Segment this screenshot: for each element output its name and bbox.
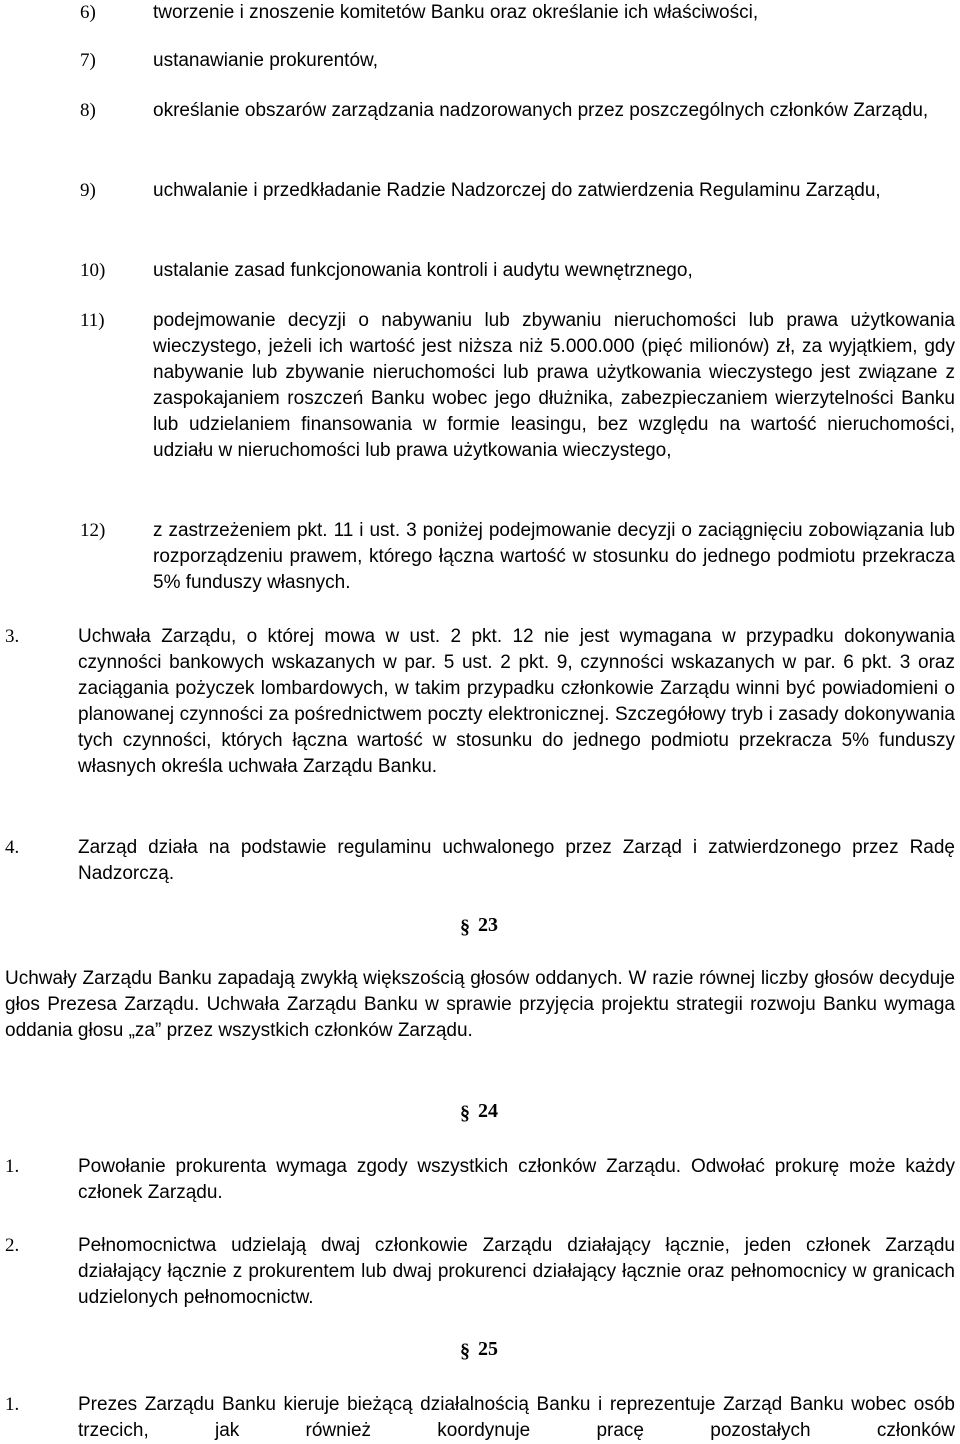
list-item xyxy=(80,518,955,596)
list-item-number: 1. xyxy=(5,1394,20,1415)
section-number: 24 xyxy=(478,1100,498,1122)
list-item-text: Uchwała Zarządu, o której mowa w ust. 2 pkt. 12 nie jest wymagana w przypadku dokonywania czynności bankowych wskazanych w par. 5 ust. 2 pkt. 9, czynności wskazanych w par. 6 pkt. 3 oraz zaciągania pożyczek lombardowych, w takim przypadku członkowie Zarządu winni być powiadomieni o planowanej czynności za pośrednictwem poczty elektronicznej. Szczegółowy tryb i zasady dokonywania tych czynności, których łączna wartość w stosunku do jednego podmiotu przekracza 5% funduszy własnych określa uchwała Zarządu Banku. xyxy=(78,626,955,777)
list-item-number: 9) xyxy=(80,180,96,201)
section-sign: § xyxy=(460,1102,470,1124)
list-item xyxy=(80,178,955,230)
section-heading xyxy=(0,1336,960,1366)
list-item-text: z zastrzeżeniem pkt. 11 i ust. 3 poniżej podejmowanie decyzji o zaciągnięciu zobowiązania lub rozporządzeniu prawem, którego łączna wartość w stosunku do jednego podmiotu przekracza 5% funduszy własnych. xyxy=(153,520,955,593)
list-item-number: 11) xyxy=(80,310,105,331)
section-sign: § xyxy=(460,916,470,938)
list-item-number: 4. xyxy=(5,837,20,858)
list-item-number: 2. xyxy=(5,1235,20,1256)
list-item-text: ustalanie zasad funkcjonowania kontroli i audytu wewnętrznego, xyxy=(153,260,693,281)
list-item xyxy=(80,48,955,74)
list-item xyxy=(5,835,955,887)
list-item-text: uchwalanie i przedkładanie Radzie Nadzorczej do zatwierdzenia Regulaminu Zarządu, xyxy=(153,180,881,201)
section-heading xyxy=(0,1098,960,1128)
list-item-text: Prezes Zarządu Banku kieruje bieżącą działalnością Banku i reprezentuje Zarząd Banku wobec osób trzecich, jak również koordynuje pracę pozostałych członków xyxy=(78,1394,955,1441)
list-item xyxy=(5,1233,955,1311)
list-item-text: podejmowanie decyzji o nabywaniu lub zbywaniu nieruchomości lub prawa użytkowania wieczystego, jeżeli ich wartość jest niższa niż 5.000.000 (pięć milionów) zł, za wyjątkiem, gdy nabywanie lub zbywanie nieruchomości lub prawa użytkowania wieczystego jest związane z zaspokajaniem roszczeń Banku wobec jego dłużnika, zabezpieczaniem wierzytelności Banku lub udzielaniem finansowania w formie leasingu, bez względu na wartość nieruchomości, udziału w nieruchomości lub prawa użytkowania wieczystego, xyxy=(153,310,955,461)
list-item xyxy=(80,0,955,26)
list-item-text: określanie obszarów zarządzania nadzorowanych przez poszczególnych członków Zarządu, xyxy=(153,100,929,121)
list-item-number: 8) xyxy=(80,100,96,121)
list-item-number: 10) xyxy=(80,260,106,281)
list-item xyxy=(80,258,955,284)
list-item xyxy=(5,1392,955,1444)
list-item-text: Powołanie prokurenta wymaga zgody wszystkich członków Zarządu. Odwołać prokurę może każdy członek Zarządu. xyxy=(78,1156,955,1203)
list-item-number: 7) xyxy=(80,50,96,71)
list-item-number: 1. xyxy=(5,1156,20,1177)
list-item-text: Pełnomocnictwa udzielają dwaj członkowie Zarządu działający łącznie, jeden członek Zarządu działający łącznie z prokurentem lub dwaj prokurenci działający łącznie oraz pełnomocnicy w granicach udzielonych pełnomocnictw. xyxy=(78,1235,955,1308)
list-item xyxy=(5,624,955,806)
section-heading xyxy=(0,912,960,942)
list-item-number: 3. xyxy=(5,626,20,647)
list-item-number: 6) xyxy=(80,2,96,23)
list-item-text: Zarząd działa na podstawie regulaminu uchwalonego przez Zarząd i zatwierdzonego przez Radę Nadzorczą. xyxy=(78,837,955,884)
section-number: 25 xyxy=(478,1338,498,1360)
list-item-text: tworzenie i znoszenie komitetów Banku oraz określanie ich właściwości, xyxy=(153,2,759,23)
list-item xyxy=(80,308,955,490)
section-sign: § xyxy=(460,1340,470,1362)
paragraph: Uchwały Zarządu Banku zapadają zwykłą większością głosów oddanych. W razie równej liczby głosów decyduje głos Prezesa Zarządu. Uchwała Zarządu Banku w sprawie przyjęcia projektu strategii rozwoju Banku wymaga oddania głosu „za” przez wszystkich członków Zarządu. xyxy=(5,968,955,1041)
list-item xyxy=(80,98,955,150)
list-item xyxy=(5,1154,955,1206)
section-number: 23 xyxy=(478,914,498,936)
list-item-text: ustanawianie prokurentów, xyxy=(153,50,378,71)
list-item-number: 12) xyxy=(80,520,106,541)
